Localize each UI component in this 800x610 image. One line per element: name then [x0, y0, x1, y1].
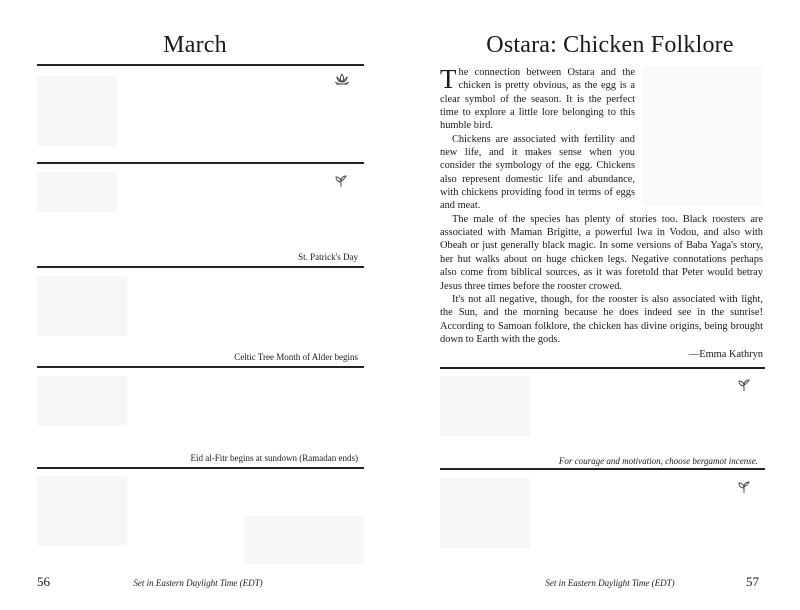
faded-mark	[37, 172, 117, 212]
article-paragraph: The male of the species has plenty of stories too. Black roosters are associated with Maman Brigitte, a powerful lwa in Vodou, and also with Obeah or just generally black magic. In some versions of Baba Yaga's story, her hut walks about on huge chicken legs. Negative connotations perhaps also come from biblical sources, as it was foretold that Peter would betray Jesus three times before the rooster crowed.	[440, 213, 763, 292]
holiday-note: Celtic Tree Month of Alder begins	[234, 352, 358, 362]
holiday-note: Eid al-Fitr begins at sundown (Ramadan ends)	[190, 453, 358, 463]
page-title: Ostara: Chicken Folklore	[486, 32, 734, 58]
day-divider	[37, 467, 364, 469]
page-title: March	[163, 32, 227, 58]
page-number: 56	[37, 574, 50, 589]
author-credit: —Emma Kathryn	[688, 349, 763, 361]
day-divider	[37, 266, 364, 268]
day-divider	[37, 162, 364, 164]
time-zone-footer: Set in Eastern Daylight Time (EDT)	[133, 578, 263, 588]
faded-mark	[37, 476, 127, 546]
article-paragraph: The connection between Ostara and the chicken is pretty obvious, as the egg is a clear symbol of the season. It is the perfect time to explore a little lore belonging to this humble bird.	[440, 64, 635, 132]
faded-image	[643, 66, 763, 206]
folklore-article	[440, 66, 763, 362]
holiday-note: St. Patrick's Day	[298, 252, 358, 262]
faded-mark	[37, 276, 127, 336]
day-divider	[37, 366, 364, 368]
faded-mark	[37, 376, 127, 426]
sprout-icon	[334, 174, 348, 188]
page-number: 57	[746, 574, 759, 589]
article-paragraph: It's not all negative, though, for the rooster is also associated with light, the Sun, and the morning because he does indeed see in the sunrise! According to Samoan folklore, the chicken has divine origins, being brought down to Earth with the gods.	[440, 293, 763, 345]
lotus-icon	[334, 72, 350, 86]
faded-mark	[244, 516, 364, 564]
article-paragraph: Chickens are associated with fertility and new life, and it makes sense when you consider the symbology of the egg. Chickens also represent domestic life and abundance, with chickens providing food in terms of eggs and meat.	[440, 133, 635, 212]
faded-mark	[37, 76, 117, 146]
drop-cap: T	[440, 64, 457, 94]
incense-tip: For courage and motivation, choose bergamot incense.	[558, 456, 758, 466]
day-divider	[37, 64, 364, 66]
time-zone-footer: Set in Eastern Daylight Time (EDT)	[545, 578, 675, 588]
